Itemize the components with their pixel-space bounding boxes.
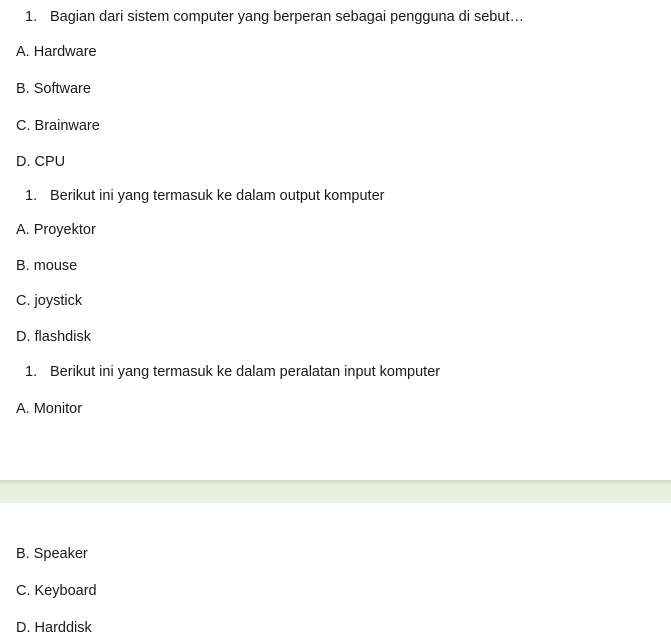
question-3 xyxy=(25,363,440,381)
question-1 xyxy=(25,8,524,26)
option-1a: A. Hardware xyxy=(16,44,97,60)
option-1c: C. Brainware xyxy=(16,118,100,134)
option-3b: B. Speaker xyxy=(16,546,88,562)
option-1b: B. Software xyxy=(16,81,91,97)
option-3d: D. Harddisk xyxy=(16,620,92,636)
question-number: 1. xyxy=(25,9,38,25)
option-1d: D. CPU xyxy=(16,154,66,170)
question-number: 1. xyxy=(25,364,38,380)
question-text: Berikut ini yang termasuk ke dalam peralatan input komputer xyxy=(50,364,441,380)
page-break-band xyxy=(0,480,671,503)
question-2 xyxy=(25,187,384,205)
question-text: Bagian dari sistem computer yang berperan sebagai pengguna di sebut… xyxy=(50,9,524,25)
option-2c: C. joystick xyxy=(16,293,83,309)
option-3c: C. Keyboard xyxy=(16,583,97,599)
option-2a: A. Proyektor xyxy=(16,222,96,238)
question-text: Berikut ini yang termasuk ke dalam output komputer xyxy=(50,188,385,204)
option-2d: D. flashdisk xyxy=(16,329,91,345)
option-3a: A. Monitor xyxy=(16,401,83,417)
option-2b: B. mouse xyxy=(16,258,78,274)
question-number: 1. xyxy=(25,188,38,204)
